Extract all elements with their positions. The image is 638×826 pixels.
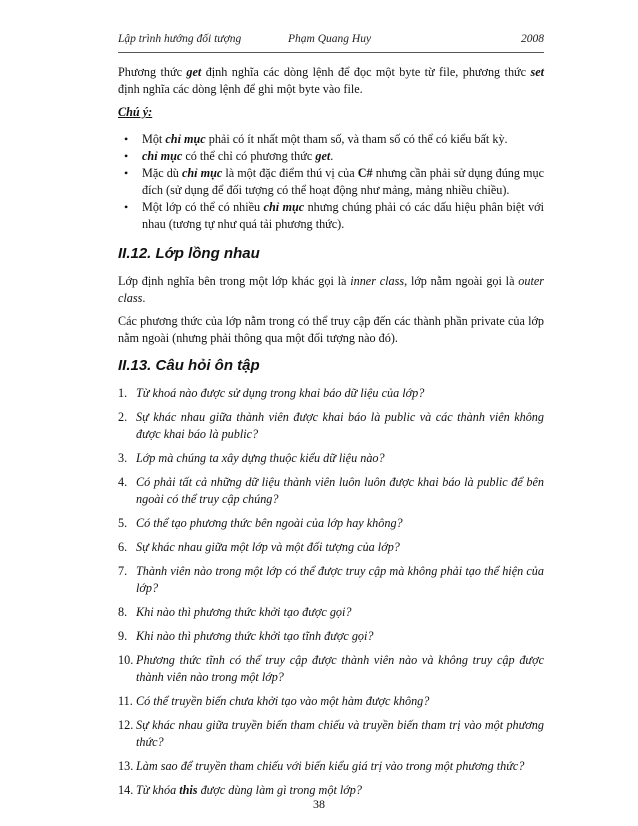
text-run: là một đặc điểm thú vị của (222, 166, 358, 180)
header-author: Phạm Quang Huy (288, 33, 372, 45)
page-content (118, 64, 544, 806)
term-indexer: chỉ mục (142, 149, 183, 163)
keyword-get: get (315, 149, 331, 163)
question-text: Sự khác nhau giữa thành viên được khai báo là public và các thành viên không được khai báo là public? (136, 410, 544, 441)
list-item (118, 539, 544, 556)
review-question-list (118, 385, 544, 775)
bullet-icon: • (124, 132, 129, 146)
question-number: 8. (118, 605, 128, 619)
question-text: Lớp mà chúng ta xây dựng thuộc kiểu dữ liệu nào? (136, 451, 385, 465)
list-item (118, 563, 544, 597)
question-text: Sự khác nhau giữa một lớp và một đối tượng của lớp? (136, 540, 400, 554)
nested-access-paragraph: Các phương thức của lớp nằm trong có thể truy cập đến các thành phần private của lớp nằm ngoài (nhưng phải thông qua một đối tượng nào đó). (118, 314, 544, 345)
header-title: Lập trình hướng đối tượng (118, 33, 242, 45)
page-header (118, 33, 544, 51)
list-item (118, 450, 544, 467)
list-item (118, 148, 544, 165)
question-text: Từ khoá nào được sử dụng trong khai báo dữ liệu của lớp? (136, 386, 425, 400)
header-divider (118, 52, 544, 53)
text-run: Phương thức (118, 65, 187, 79)
question-number: 13. (118, 759, 134, 773)
question-text: Làm sao để truyền tham chiếu với biến kiểu giá trị vào trong một phương thức? (136, 759, 525, 773)
question-text: Khi nào thì phương thức khởi tạo tĩnh được gọi? (136, 629, 374, 643)
text-run: nhưng chúng phải có các dấu hiệu phân biệt với nhau (tương tự như quá tải phương thức). (142, 200, 545, 231)
term-outer-class: outer class (118, 274, 545, 305)
term-inner-class: inner class (350, 274, 405, 288)
text-run: định nghĩa các dòng lệnh để đọc một byte từ file, phương thức (201, 65, 531, 79)
list-item (118, 693, 544, 710)
note-list (118, 131, 544, 233)
list-item (118, 515, 544, 532)
question-number: 9. (118, 629, 128, 643)
nested-class-paragraph (118, 273, 544, 307)
question-text: Có phải tất cả những dữ liệu thành viên luôn luôn được khai báo là public để bên ngoài có thể truy cập chúng? (136, 475, 544, 506)
page-number: 38 (313, 797, 325, 811)
text-run: định nghĩa các dòng lệnh để ghi một byte vào file. (118, 82, 363, 96)
list-item (118, 604, 544, 621)
question-text: Phương thức tĩnh có thể truy cập được thành viên nào và không truy cập được thành viên nào trong một lớp? (136, 653, 544, 684)
term-csharp: C# (357, 166, 373, 180)
list-item (118, 199, 544, 233)
text-run: Một lớp có thể có nhiều (142, 200, 264, 214)
bullet-icon: • (124, 200, 129, 214)
question-number: 7. (118, 564, 128, 578)
list-item (118, 717, 544, 751)
bullet-icon: • (124, 149, 129, 163)
question-number: 3. (118, 451, 128, 465)
question-text: Khi nào thì phương thức khởi tạo được gọi? (136, 605, 352, 619)
term-indexer: chỉ mục (263, 200, 305, 214)
question-number: 12. (118, 718, 134, 732)
bullet-icon: • (124, 166, 129, 180)
question-number: 11. (118, 694, 133, 708)
list-item (118, 131, 544, 148)
intro-paragraph (118, 64, 544, 98)
question-number: 5. (118, 516, 128, 530)
text-run: Mặc dù (142, 166, 182, 180)
list-item (118, 409, 544, 443)
question-text: Sự khác nhau giữa truyền biến tham chiếu và truyền biến tham trị vào một phương thức? (136, 718, 544, 749)
text-run: nhưng cần phải sử dụng đúng mục đích (sử dụng để đối tượng có thể hoạt động như mảng, mảng nhiều chiều). (142, 166, 545, 197)
question-number: 1. (118, 386, 128, 400)
term-indexer: chỉ mục (165, 132, 206, 146)
question-text: Có thể truyền biến chưa khởi tạo vào một hàm được không? (136, 694, 430, 708)
question-number: 6. (118, 540, 128, 554)
header-year: 2008 (521, 33, 544, 45)
list-item (118, 165, 544, 199)
question-number: 2. (118, 410, 128, 424)
text-run: có thể chỉ có phương thức (182, 149, 316, 163)
text-run: Từ khóa (136, 783, 180, 797)
text-run: Lớp định nghĩa bên trong một lớp khác gọi là (118, 274, 351, 288)
text-run: . (142, 291, 146, 305)
text-run: Một (142, 132, 166, 146)
question-number: 4. (118, 475, 128, 489)
term-indexer: chỉ mục (181, 166, 223, 180)
list-item (118, 385, 544, 402)
list-item (118, 758, 544, 775)
list-item (118, 474, 544, 508)
keyword-get: get (186, 65, 202, 79)
text-run: . (330, 149, 334, 163)
keyword-this: this (179, 783, 198, 797)
text-run: được dùng làm gì trong một lớp? (197, 783, 362, 797)
section-heading-nested-class: II.12. Lớp lồng nhau (118, 245, 260, 262)
list-item (118, 628, 544, 645)
list-item (118, 652, 544, 686)
question-text: Thành viên nào trong một lớp có thể được truy cập mà không phải tạo thể hiện của lớp? (136, 564, 544, 595)
keyword-set: set (530, 65, 544, 79)
text-run: phải có ít nhất một tham số, và tham số có thể có kiểu bất kỳ. (205, 132, 508, 146)
question-number: 10. (118, 653, 134, 667)
question-number: 14. (118, 783, 134, 797)
section-heading-review: II.13. Câu hỏi ôn tập (118, 357, 260, 374)
note-title: Chú ý: (118, 105, 153, 119)
question-text: Có thể tạo phương thức bên ngoài của lớp hay không? (136, 516, 403, 530)
text-run: , lớp nằm ngoài gọi là (404, 274, 519, 288)
